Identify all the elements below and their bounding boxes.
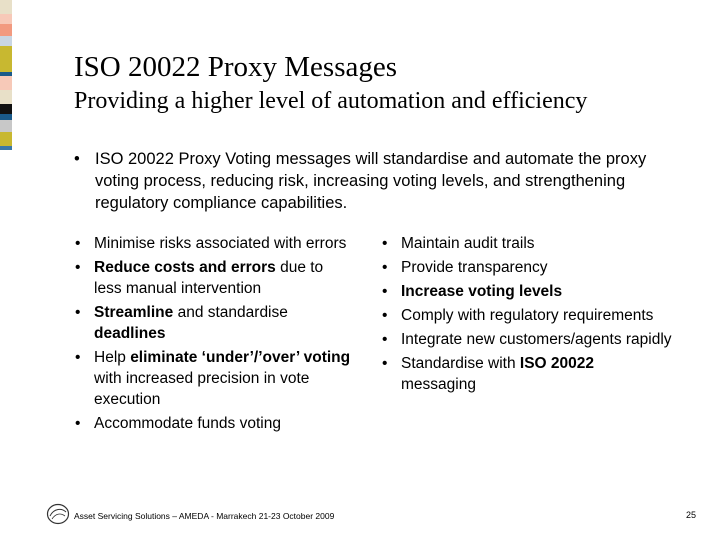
swift-logo-icon (46, 503, 70, 525)
item-bold-text: deadlines (94, 325, 166, 342)
slide-footer (46, 503, 696, 527)
item-text: Help (94, 349, 131, 366)
list-item (75, 347, 355, 410)
bullet-icon: • (75, 304, 81, 321)
bullet-icon: • (382, 259, 388, 276)
color-swatch (0, 132, 12, 146)
item-text: Integrate new customers/agents rapidly (401, 331, 672, 348)
item-text: messaging (401, 376, 476, 393)
list-item (75, 413, 355, 434)
color-swatch (0, 14, 12, 24)
item-text: Maintain audit trails (401, 235, 535, 252)
color-swatch (0, 104, 12, 114)
color-swatch (0, 146, 12, 150)
item-bold-text: Increase voting levels (401, 283, 563, 300)
color-swatch (0, 46, 12, 72)
bullet-icon: • (74, 150, 80, 168)
footer-text: Asset Servicing Solutions – AMEDA - Marrakech 21-23 October 2009 (74, 511, 335, 521)
item-text: with increased precision in vote execution (94, 370, 310, 408)
bullet-icon: • (75, 259, 81, 276)
slide-title: ISO 20022 Proxy Messages (74, 51, 398, 83)
item-text: Minimise risks associated with errors (94, 235, 347, 252)
bullet-icon: • (382, 283, 388, 300)
color-swatch (0, 36, 12, 46)
list-item (382, 353, 672, 395)
color-swatch (0, 120, 12, 132)
intro-bullet (74, 148, 694, 214)
item-bold-text: ISO 20022 (519, 355, 595, 372)
intro-text: ISO 20022 Proxy Voting messages will standardise and automate the proxy voting process, reducing risk, increasing voting levels, and strengthening regulatory compliance capabilities. (95, 150, 647, 212)
list-item (75, 257, 355, 299)
list-item (75, 233, 355, 254)
color-swatch (0, 76, 12, 90)
slide-subtitle: Providing a higher level of automation and efficiency (74, 88, 588, 114)
bullet-icon: • (382, 331, 388, 348)
bullet-icon: • (75, 235, 81, 252)
list-item (75, 302, 355, 344)
color-swatch (0, 24, 12, 36)
item-text: Accommodate funds voting (94, 415, 281, 432)
item-text: due to less manual intervention (94, 259, 324, 297)
item-text: Comply with regulatory requirements (401, 307, 654, 324)
list-item (382, 257, 672, 278)
list-item (382, 305, 672, 326)
item-bold-text: eliminate ‘under’/’over’ voting (130, 349, 351, 366)
bullet-icon: • (382, 307, 388, 324)
list-item (382, 233, 672, 254)
color-swatch (0, 0, 12, 14)
item-text: Provide transparency (401, 259, 548, 276)
bullet-icon: • (382, 355, 388, 372)
item-text: and standardise (173, 304, 288, 321)
item-bold-text: Streamline (94, 304, 174, 321)
list-item (382, 281, 672, 302)
bullet-icon: • (382, 235, 388, 252)
decorative-color-bar (0, 0, 12, 150)
bullet-icon: • (75, 349, 81, 366)
right-bullet-list (382, 233, 672, 398)
item-text: Standardise with (401, 355, 520, 372)
list-item (382, 329, 672, 350)
page-number: 25 (685, 510, 696, 520)
color-swatch (0, 90, 12, 104)
left-bullet-list (75, 233, 355, 437)
bullet-icon: • (75, 415, 81, 432)
item-bold-text: Reduce costs and errors (94, 259, 276, 276)
